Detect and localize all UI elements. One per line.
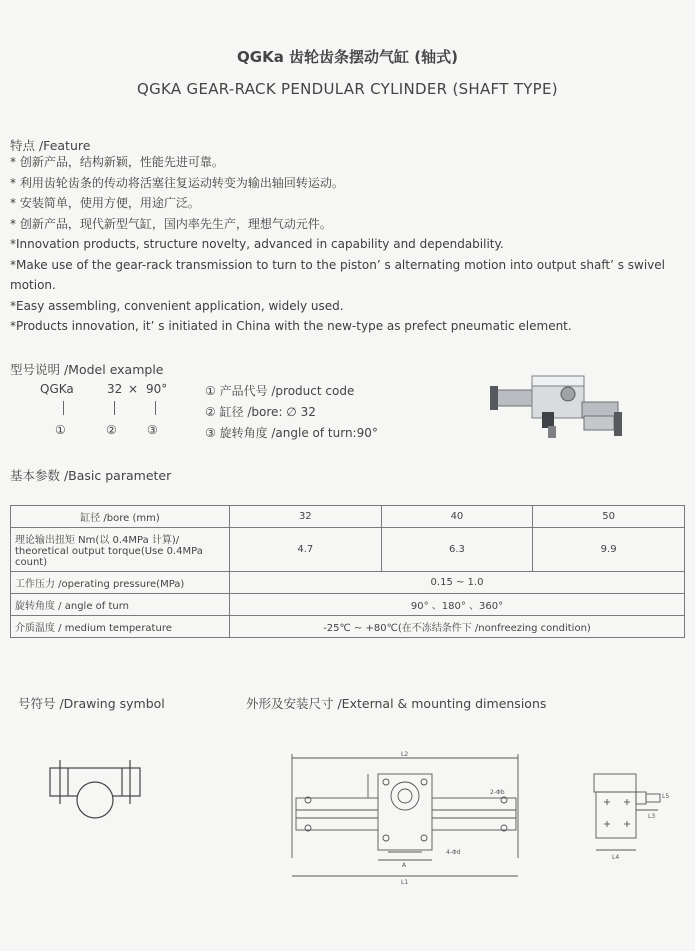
table-row xyxy=(11,616,685,638)
drawing-symbol-heading: 号符号 /Drawing symbol xyxy=(18,696,165,711)
dim-label: L5 xyxy=(662,793,670,800)
table-row xyxy=(11,528,685,572)
dim-label: L2 xyxy=(401,751,409,758)
feature-list xyxy=(10,152,688,337)
table-cell: 90° 、180° 、360° xyxy=(230,594,685,616)
feature-item: * 创新产品，结构新颖，性能先进可靠。 xyxy=(10,155,224,169)
model-legend-item: ③ 旋转角度 /angle of turn:90° xyxy=(205,426,378,440)
model-tick xyxy=(63,401,64,415)
model-angle: 90° xyxy=(146,382,168,396)
dim-label: 4-Φd xyxy=(446,849,461,856)
feature-item: * 利用齿轮齿条的传动将活塞往复运动转变为输出轴回转运动。 xyxy=(10,175,344,190)
feature-item: * 安装简单，使用方便，用途广泛。 xyxy=(10,196,200,210)
model-heading: 型号说明 /Model example xyxy=(10,362,164,377)
dim-label: 2-Φb xyxy=(490,789,505,796)
dim-label: A xyxy=(402,862,407,869)
drawing-symbol xyxy=(40,750,150,830)
model-legend-item: ② 缸径 /bore: ∅ 32 xyxy=(205,405,316,419)
table-cell-label: 介质温度 / medium temperature xyxy=(11,616,230,638)
dimensions-heading: 外形及安装尺寸 /External & mounting dimensions xyxy=(246,696,547,711)
model-times: × xyxy=(128,382,139,396)
table-row xyxy=(11,506,685,528)
feature-item: * 创新产品，现代新型气缸，国内率先生产，理想气动元件。 xyxy=(10,216,332,231)
feature-item: *Easy assembling, convenient application, widely used. xyxy=(10,298,344,313)
table-header-cell: 缸径 /bore (mm) xyxy=(11,506,230,528)
table-cell-label: 理论输出扭矩 Nm(以 0.4MPa 计算)/ theoretical output torque(Use 0.4MPa count) xyxy=(11,528,230,572)
table-cell: 9.9 xyxy=(533,528,685,572)
feature-heading: 特点 /Feature xyxy=(10,138,91,153)
table-row xyxy=(11,572,685,594)
model-legend-item: ① 产品代号 /product code xyxy=(205,384,355,398)
page-title-cn: QGKa 齿轮齿条摆动气缸 (轴式) xyxy=(237,48,458,66)
table-header-cell: 40 xyxy=(381,506,533,528)
table-cell: -25℃ ~ +80℃(在不冻结条件下 /nonfreezing condition) xyxy=(230,616,685,638)
model-tick xyxy=(114,401,115,415)
dim-label: L3 xyxy=(648,813,656,820)
side-view-drawing xyxy=(588,768,678,864)
table-header-cell: 50 xyxy=(533,506,685,528)
dim-label: L4 xyxy=(612,854,620,861)
table-cell-label: 旋转角度 / angle of turn xyxy=(11,594,230,616)
feature-item: *Products innovation, it’ s initiated in China with the new-type as prefect pneumatic element. xyxy=(10,319,572,333)
model-marker: ② xyxy=(106,423,117,437)
model-code: QGKa xyxy=(40,382,74,396)
model-marker: ③ xyxy=(147,423,158,437)
table-cell: 4.7 xyxy=(230,528,382,572)
product-photo xyxy=(488,368,628,458)
feature-item: *Innovation products, structure novelty, advanced in capability and dependability. xyxy=(10,237,504,251)
table-header-cell: 32 xyxy=(230,506,382,528)
model-marker: ① xyxy=(55,423,66,437)
feature-item: *Make use of the gear-rack transmission to turn to the piston’ s alternating motion into output shaft’ s swivel motion. xyxy=(10,257,665,292)
table-cell-label: 工作压力 /operating pressure(MPa) xyxy=(11,572,230,594)
model-tick xyxy=(155,401,156,415)
model-bore: 32 xyxy=(107,382,123,396)
basic-heading: 基本参数 /Basic parameter xyxy=(10,468,172,483)
table-row xyxy=(11,594,685,616)
page-title-en: QGKA GEAR-RACK PENDULAR CYLINDER (SHAFT TYPE) xyxy=(137,80,558,98)
dim-label: L1 xyxy=(401,879,409,886)
front-view-drawing xyxy=(278,748,548,886)
table-cell: 6.3 xyxy=(381,528,533,572)
table-cell: 0.15 ~ 1.0 xyxy=(230,572,685,594)
basic-parameter-table xyxy=(10,505,685,638)
